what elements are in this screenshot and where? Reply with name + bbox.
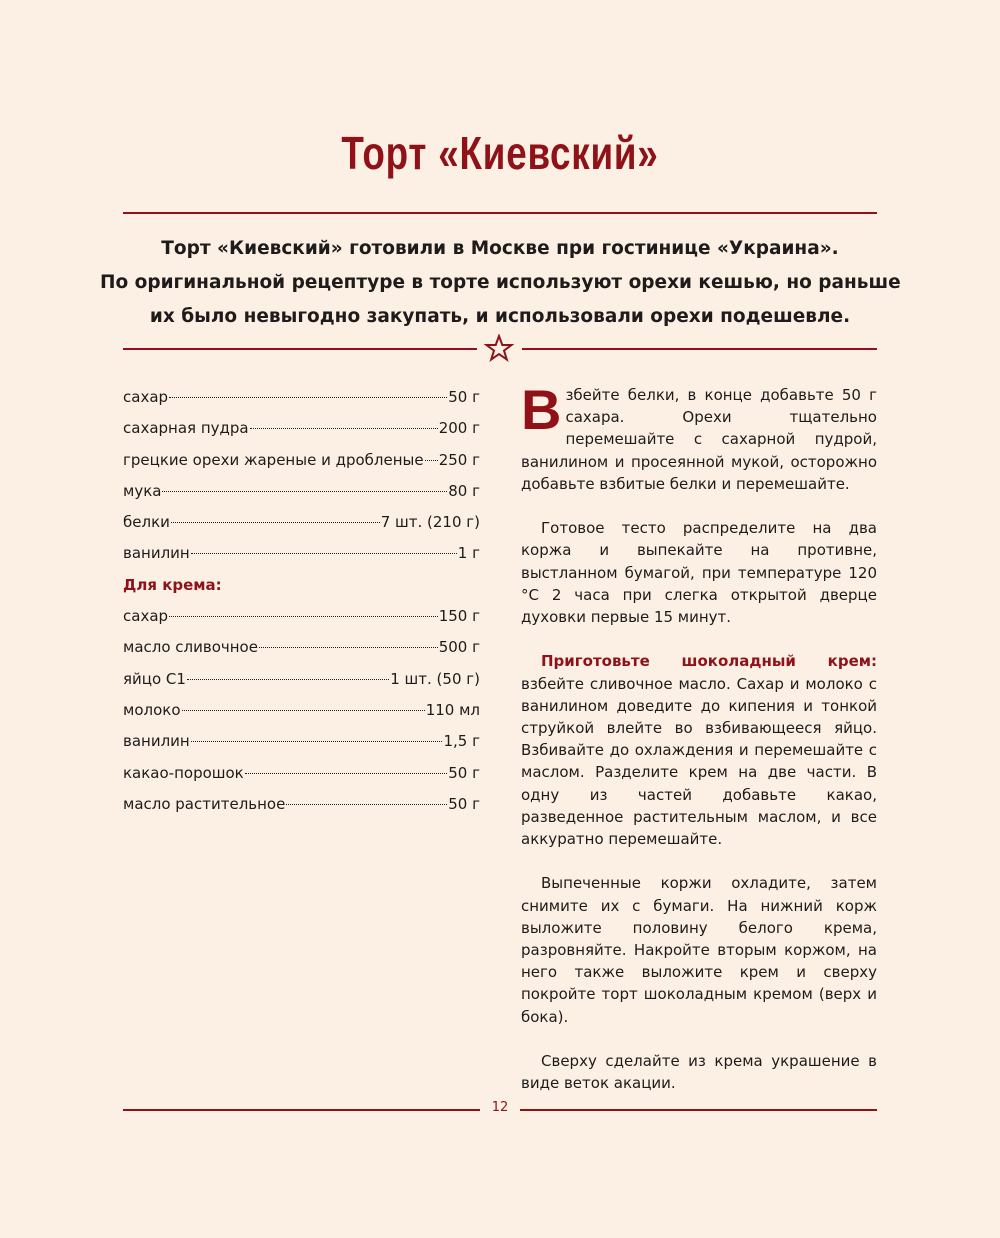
ingredient-name: молоко [123,700,181,719]
leader-dots [191,741,443,742]
ingredient-name: сахар [123,607,169,626]
method-step: Готовое тесто распределите на два коржа и выпекайте на противне, выстланном бумагой, при температуре 120 °С 2 часа при слегка открытой дверце духовки первые 15 минут. [521,519,877,627]
ingredient-amount: 7 шт. (210 г) [380,513,480,532]
ingredient-amount: 250 г [438,450,480,469]
ingredient-amount: 1,5 г [443,732,480,751]
leader-dots [162,491,447,492]
ingredient-name: ванилин [123,544,190,563]
ingredient-name: сахарная пудра [123,419,249,438]
intro-text [100,232,900,334]
divider-rule-left [123,348,477,350]
ingredient-amount: 50 г [448,763,480,782]
star-icon [484,334,514,362]
ingredient-row [123,664,480,695]
ingredient-name: масло сливочное [123,638,258,657]
ingredient-name: яйцо С1 [123,669,186,688]
title-rule [123,212,877,214]
ingredient-row [123,601,480,632]
ingredient-name: ванилин [123,732,190,751]
ingredients-list [123,382,480,820]
leader-dots [187,679,389,680]
method-text [521,378,877,1117]
leader-dots [286,804,447,805]
ingredient-amount: 1 шт. (50 г) [390,669,480,688]
ingredient-row [123,789,480,820]
ingredient-amount: 50 г [448,388,480,406]
method-step: Сверху сделайте из крема украшение в виде веток акации. [521,1052,877,1093]
step-text: збейте белки, в конце добавьте 50 г сахара. Орехи тщательно перемешайте с сахарной пудрой, ванилином и просеянной мукой, осторожно добавьте взбитые белки и перемешайте. [521,386,877,493]
footer-rule-right [520,1109,877,1111]
ingredient-amount: 80 г [448,481,480,500]
intro-line: Торт «Киевский» готовили в Москве при гостинице «Украина». [161,238,839,259]
leader-dots [169,397,447,398]
ingredient-row [123,445,480,476]
divider-rule-right [522,348,877,350]
intro-line: их было невыгодно закупать, и использовали орехи подешевле. [149,306,851,327]
leader-dots [425,460,438,461]
leader-dots [245,773,448,774]
leader-dots [171,522,380,523]
ingredient-row [123,413,480,444]
page-title: Торт «Киевский» [341,127,659,179]
ingredient-row [123,632,480,663]
step-text: взбейте сливочное масло. Сахар и молоко с ванилином доведите до кипения и тонкой струйкой влейте во взбивающееся яйцо. Взбивайте до охлаждения и перемешайте с маслом. Разделите крем на две части. В одну из частей добавьте какао, разведенное растительным маслом, и все аккуратно перемешайте. [521,674,877,849]
leader-dots [169,616,438,617]
ingredient-row [123,695,480,726]
ingredient-amount: 150 г [438,607,480,626]
ingredient-name: грецкие орехи жареные и дробленые [123,450,424,469]
drop-cap: В [521,378,562,441]
method-step [521,650,877,850]
leader-dots [259,647,438,648]
ingredient-row [123,758,480,789]
ingredient-amount: 200 г [438,419,480,438]
ingredient-row [123,726,480,757]
ingredient-amount: 50 г [448,794,480,813]
ingredient-row [123,507,480,538]
ingredient-amount: 110 мл [425,700,480,719]
ingredient-row [123,538,480,569]
page-number: 12 [491,1100,509,1115]
method-step: Выпеченные коржи охладите, затем снимите их с бумаги. На нижний корж выложите половину белого крема, разровняйте. Накройте вторым коржом, на него также выложите крем и сверху покройте торт шоколадным кремом (верх и бока). [521,874,877,1026]
cream-heading: Для крема: [123,575,222,594]
method-step [521,378,877,495]
leader-dots [182,710,425,711]
ingredient-name: белки [123,513,170,532]
ingredient-row [123,476,480,507]
ingredient-name: сахар [123,388,169,406]
footer-rule-left [123,1109,480,1111]
ingredient-name: мука [123,481,162,500]
intro-line: По оригинальной рецептуре в торте используют орехи кешью, но раньше [100,272,901,293]
leader-dots [191,553,457,554]
ingredient-row [123,382,480,413]
ingredient-name: какао-порошок [123,763,244,782]
ingredient-name: масло растительное [123,794,286,813]
ingredient-amount: 500 г [438,638,480,657]
step-lead: Приготовьте шоколадный крем: [541,652,877,671]
leader-dots [250,428,438,429]
ingredient-amount: 1 г [457,544,480,563]
